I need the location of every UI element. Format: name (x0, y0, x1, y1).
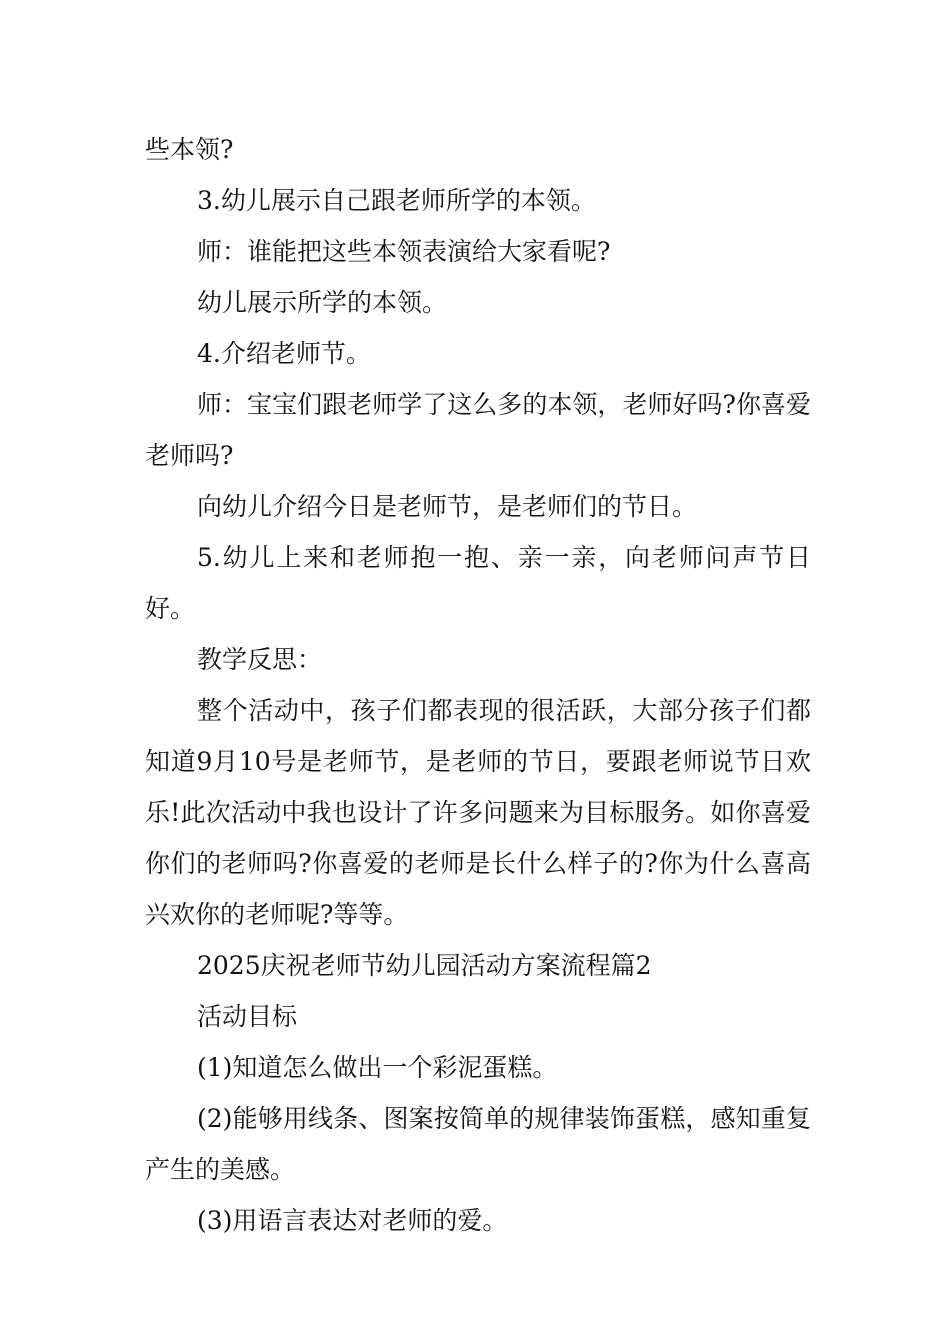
paragraph-reflection-body: 整个活动中，孩子们都表现的很活跃，大部分孩子们都知道9月10号是老师节，是老师的节日，要跟老师说节日欢乐!此次活动中我也设计了许多问题来为目标服务。如你喜爱你们的老师吗?你喜爱的老师是长什么样子的?你为什么喜高兴欢你的老师呢?等等。 (145, 696, 811, 929)
paragraph-continuation: 些本领? (145, 135, 234, 164)
paragraph-step-4: 4.介绍老师节。 (197, 339, 371, 368)
paragraph-goal-2: (2)能够用线条、图案按简单的规律装饰蛋糕，感知重复产生的美感。 (145, 1104, 811, 1184)
paragraph-children-show: 幼儿展示所学的本领。 (197, 288, 448, 317)
paragraph-introduce-teachers-day: 向幼儿介绍今日是老师节，是老师们的节日。 (197, 492, 698, 521)
section-title-plan-2: 2025庆祝老师节幼儿园活动方案流程篇2 (197, 951, 652, 980)
paragraph-step-3: 3.幼儿展示自己跟老师所学的本领。 (197, 186, 596, 215)
document-body (145, 124, 811, 1246)
paragraph-reflection-heading: 教学反思： (197, 645, 323, 674)
paragraph-step-5: 5.幼儿上来和老师抱一抱、亲一亲，向老师问声节日好。 (145, 543, 811, 623)
paragraph-goal-1: (1)知道怎么做出一个彩泥蛋糕。 (197, 1053, 558, 1082)
paragraph-goal-3: (3)用语言表达对老师的爱。 (197, 1206, 508, 1235)
paragraph-teacher-ask-love: 师：宝宝们跟老师学了这么多的本领，老师好吗?你喜爱老师吗? (145, 390, 811, 470)
paragraph-activity-goals-heading: 活动目标 (197, 1002, 298, 1031)
paragraph-teacher-question: 师：谁能把这些本领表演给大家看呢? (197, 237, 611, 266)
